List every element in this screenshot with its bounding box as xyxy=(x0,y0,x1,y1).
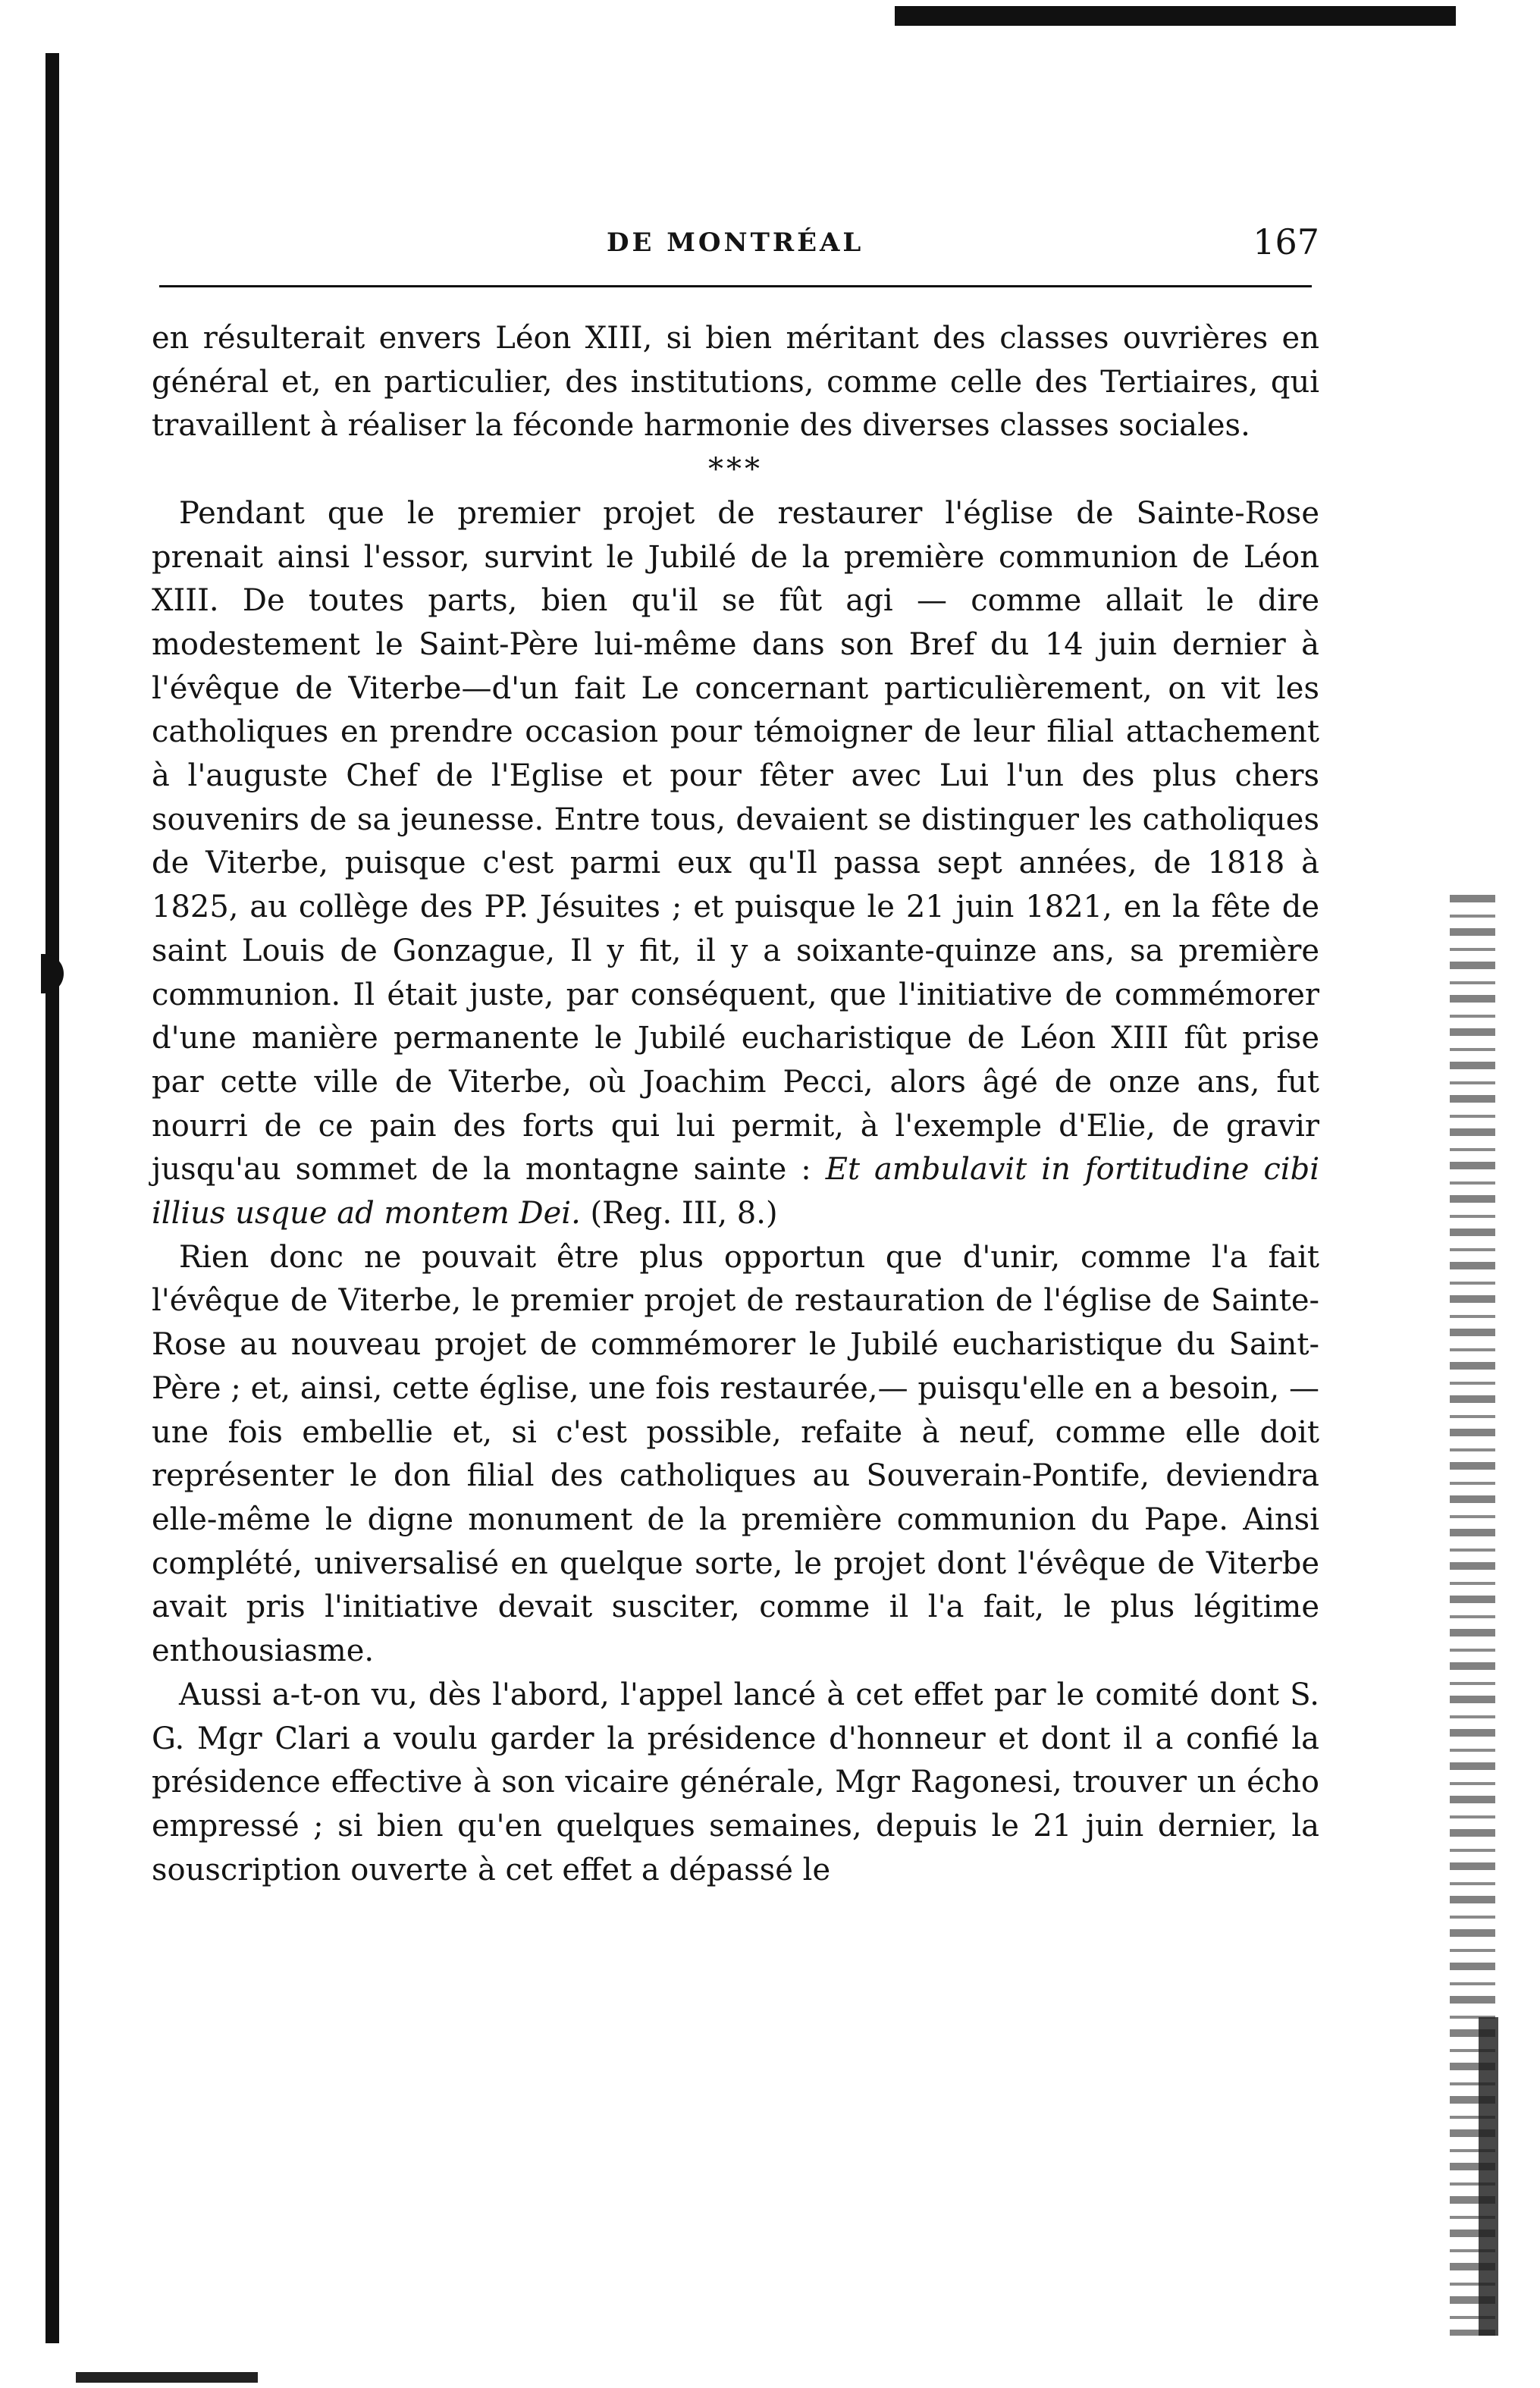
scan-edge-notch xyxy=(41,954,64,993)
scan-margin-artifact-dark xyxy=(1479,2017,1498,2336)
header-rule xyxy=(159,285,1312,287)
paragraph-4: Aussi a-t-on vu, dès l'abord, l'appel lancé à cet effet par le comité dont S. G. Mgr Clari a voulu garder la présidence d'honneur et dont il a confié la présidence effective à son vicaire générale, Mgr Ragonesi, trouver un écho empressé ; si bien qu'en quelques semaines, depuis le 21 juin dernier, la souscription ouverte à cet effet a dépassé le xyxy=(152,1677,1319,1887)
scan-edge-left xyxy=(45,53,59,2343)
text-body xyxy=(152,317,1319,1892)
paragraph-2-text: Pendant que le premier projet de restaurer l'église de Sainte-Rose prenait ainsi l'essor, survint le Jubilé de la première communion de Léon XIII. De toutes parts, bien qu'il se fût agi — comme allait le dire modestement le Saint-Père lui-même dans son Bref du 14 juin dernier à l'évêque de Viterbe—d'un fait Le concernant particulièrement, on vit les catholiques en prendre occasion pour témoigner de leur filial attachement à l'auguste Chef de l'Eglise et pour fêter avec Lui l'un des plus chers souvenirs de sa jeunesse. Entre tous, devaient se distinguer les catholiques de Viterbe, puisque c'est parmi eux qu'Il passa sept années, de 1818 à 1825, au collège des PP. Jésuites ; et puisque le 21 juin 1821, en la fête de saint Louis de Gonzague, Il y fit, il y a soixante-quinze ans, sa première communion. Il était juste, par conséquent, que l'initiative de commémorer d'une manière permanente le Jubilé eucharistique de Léon XIII fût prise par cette ville de Viterbe, où Joachim Pecci, alors âgé de onze ans, fut nourri de ce pain des forts qui lui permit, à l'exemple d'Elie, de gravir jusqu'au sommet de la montagne sainte : xyxy=(152,495,1319,1188)
paragraph-2 xyxy=(152,492,1319,1236)
scan-edge-top xyxy=(895,6,1456,26)
page-number: 167 xyxy=(1253,221,1319,262)
asterism-separator: *** xyxy=(708,452,763,488)
scan-edge-bottom xyxy=(76,2372,258,2383)
bible-reference: (Reg. III, 8.) xyxy=(590,1196,778,1232)
paragraph-3: Rien donc ne pouvait être plus opportun que d'unir, comme l'a fait l'évêque de Viterbe, le premier projet de restauration de l'église de Sainte-Rose au nouveau projet de commémorer le Jubilé eucharistique du Saint-Père ; et, ainsi, cette église, une fois restaurée,— puisqu'elle en a besoin, — une fois embellie et, si c'est possible, refaite à neuf, comme elle doit représenter le don filial des catholiques au Souverain-Pontife, deviendra elle-même le digne monument de la première communion du Pape. Ainsi complété, universalisé en quelque sorte, le projet dont l'évêque de Viterbe avait pris l'initiative devait susciter, comme il l'a fait, le plus légitime enthousiasme. xyxy=(152,1239,1319,1669)
page-header xyxy=(152,221,1319,267)
paragraph-1: en résulterait envers Léon XIII, si bien méritant des classes ouvrières en général et, en particulier, des institutions, comme celle des Tertiaires, qui travaillent à réaliser la féconde harmonie des diverses classes sociales. xyxy=(152,321,1319,444)
running-head: DE MONTRÉAL xyxy=(607,228,864,258)
latin-quotation: Et ambulavit in fortitudine cibi illius usque ad montem Dei. xyxy=(152,1152,1319,1232)
